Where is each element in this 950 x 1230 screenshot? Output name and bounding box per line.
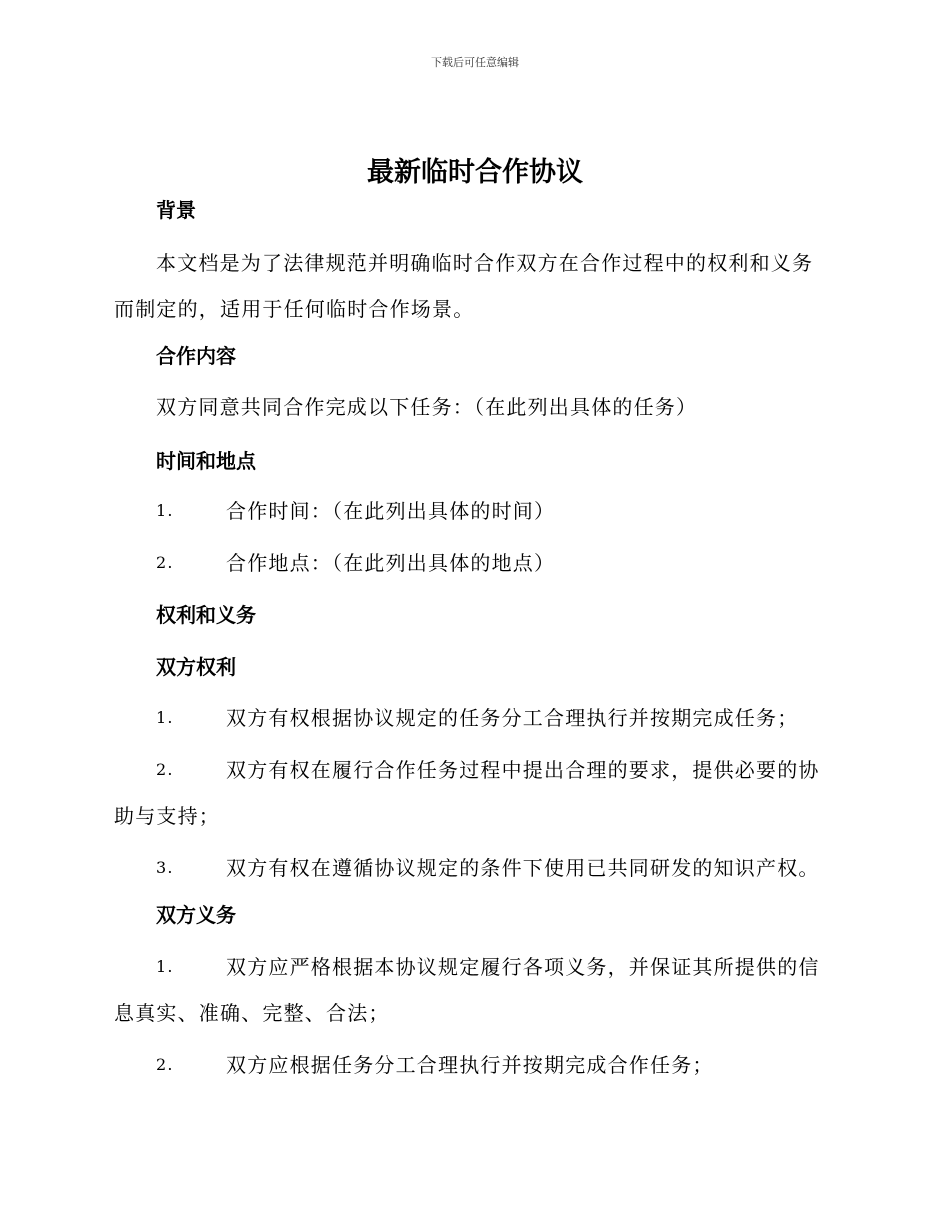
list-text: 双方应严格根据本协议规定履行各项义务，并保证其所提供的信息真实、准确、完整、合法； (114, 955, 820, 1025)
list-item (114, 1042, 834, 1088)
content-paragraph-block (114, 384, 834, 430)
section-content (114, 344, 834, 368)
background-paragraph-block (114, 240, 834, 332)
list-number: 1. (156, 708, 174, 727)
section-background (114, 198, 834, 222)
section-heading-rights-obligations: 权利和义务 (156, 603, 256, 627)
list-text: 双方有权在遵循协议规定的条件下使用已共同研发的知识产权。 (226, 856, 820, 880)
list-number: 2. (156, 760, 174, 779)
section-time-place (114, 449, 834, 473)
list-text: 合作地点：（在此列出具体的地点） (226, 551, 556, 575)
section-heading-rights: 双方权利 (156, 655, 236, 679)
list-number: 1. (156, 501, 174, 520)
obligations-list (114, 944, 834, 1088)
section-heading-time-place: 时间和地点 (156, 449, 256, 473)
list-item (114, 944, 834, 1036)
list-item (114, 488, 834, 534)
background-paragraph: 本文档是为了法律规范并明确临时合作双方在合作过程中的权利和义务而制定的，适用于任何临时合作场景。 (114, 251, 814, 321)
list-item (114, 695, 834, 741)
list-number: 3. (156, 858, 174, 877)
list-text: 双方应根据任务分工合理执行并按期完成合作任务； (226, 1053, 714, 1077)
section-heading-content: 合作内容 (156, 344, 236, 368)
section-rights (114, 655, 834, 679)
list-item (114, 747, 834, 839)
list-text: 双方有权在履行合作任务过程中提出合理的要求，提供必要的协助与支持； (114, 758, 820, 828)
list-number: 2. (156, 553, 174, 572)
time-place-list (114, 488, 834, 586)
document-title: 最新临时合作协议 (367, 157, 583, 188)
list-text: 双方有权根据协议规定的任务分工合理执行并按期完成任务； (226, 706, 799, 730)
header-note: 下载后可任意编辑 (431, 56, 519, 69)
content-paragraph: 双方同意共同合作完成以下任务：（在此列出具体的任务） (156, 395, 698, 419)
section-heading-background: 背景 (156, 198, 196, 222)
section-heading-obligations: 双方义务 (156, 903, 236, 927)
section-rights-obligations (114, 603, 834, 627)
list-text: 合作时间：（在此列出具体的时间） (226, 499, 556, 523)
list-number: 2. (156, 1055, 174, 1074)
list-item (114, 540, 834, 586)
section-obligations (114, 903, 834, 927)
rights-list (114, 695, 834, 891)
list-item (114, 845, 834, 891)
list-number: 1. (156, 957, 174, 976)
